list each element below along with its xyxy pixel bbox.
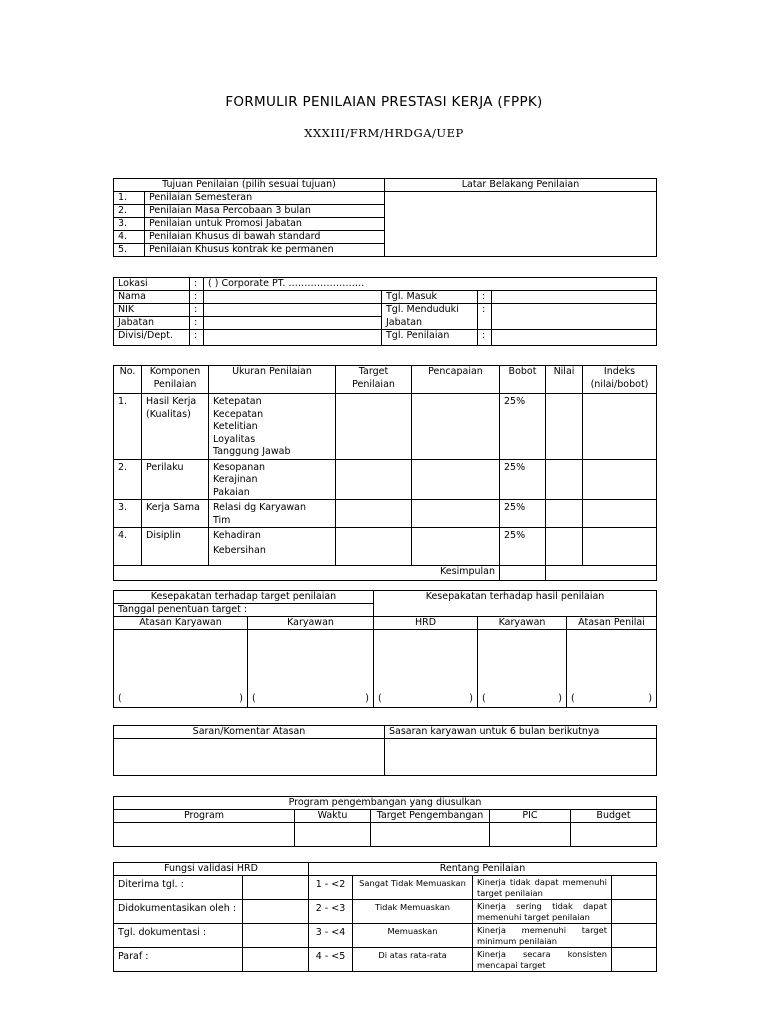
validation-field[interactable]	[243, 948, 309, 972]
col-pic: PIC	[490, 810, 571, 823]
signature-box[interactable]: ( )	[374, 630, 478, 708]
signature-box[interactable]: ( )	[114, 630, 248, 708]
target-field[interactable]	[336, 394, 412, 460]
pencapaian-field[interactable]	[412, 459, 500, 500]
divisi-field[interactable]	[204, 330, 382, 346]
purpose-item[interactable]: Penilaian untuk Promosi Jabatan	[145, 218, 385, 231]
range-header: Rentang Penilaian	[309, 863, 657, 876]
saran-header: Saran/Komentar Atasan	[114, 726, 385, 739]
colon: :	[190, 304, 204, 317]
purpose-item[interactable]: Penilaian Khusus di bawah standard	[145, 231, 385, 244]
row-komponen: Disiplin	[142, 528, 209, 566]
range-description: Kinerja sering tidak dapat memenuhi target penilaian	[473, 900, 612, 924]
range-description: Kinerja tidak dapat memenuhi target penilaian	[473, 876, 612, 900]
kesimpulan-bobot-field[interactable]	[500, 566, 546, 581]
header-bobot: Bobot	[500, 366, 546, 394]
range-description: Kinerja memenuhi target minimum penilaian	[473, 924, 612, 948]
validation-field[interactable]	[243, 900, 309, 924]
pic-field[interactable]	[490, 823, 571, 847]
table-row	[114, 394, 657, 460]
colon: :	[190, 317, 204, 330]
validation-field[interactable]	[243, 924, 309, 948]
jabatan-label: Jabatan	[114, 317, 190, 330]
purpose-item[interactable]: Penilaian Semesteran	[145, 192, 385, 205]
table-row	[114, 900, 657, 924]
background-field[interactable]	[385, 192, 657, 257]
purpose-no: 4.	[114, 231, 145, 244]
comments-table	[113, 725, 657, 776]
nilai-field[interactable]	[546, 459, 583, 500]
table-row	[114, 876, 657, 900]
colon: :	[478, 304, 492, 330]
colon: :	[478, 330, 492, 346]
divisi-label: Divisi/Dept.	[114, 330, 190, 346]
table-row	[114, 948, 657, 972]
validation-header: Fungsi validasi HRD	[114, 863, 309, 876]
tanggal-target-field[interactable]: Tanggal penentuan target :	[114, 604, 374, 617]
col-budget: Budget	[571, 810, 657, 823]
row-no: 2.	[114, 459, 142, 500]
indeks-field[interactable]	[583, 394, 657, 460]
validation-label: Diterima tgl. :	[114, 876, 243, 900]
tgl-masuk-label: Tgl. Masuk	[382, 291, 478, 304]
validation-label: Tgl. dokumentasi :	[114, 924, 243, 948]
lokasi-field[interactable]: ( ) Corporate PT. ……………………	[204, 278, 657, 291]
row-komponen: Kerja Sama	[142, 500, 209, 528]
header-komponen: Komponen Penilaian	[142, 366, 209, 394]
range-category: Memuaskan	[353, 924, 473, 948]
pencapaian-field[interactable]	[412, 394, 500, 460]
tgl-masuk-field[interactable]	[492, 291, 657, 304]
indeks-field[interactable]	[583, 459, 657, 500]
purpose-no: 2.	[114, 205, 145, 218]
table-row	[114, 924, 657, 948]
row-ukuran: Kehadiran Kebersihan	[209, 528, 336, 566]
header-pencapaian: Pencapaian	[412, 366, 500, 394]
range-check[interactable]	[612, 876, 657, 900]
range-category: Tidak Memuaskan	[353, 900, 473, 924]
row-ukuran: Relasi dg Karyawan Tim	[209, 500, 336, 528]
col-karyawan: Karyawan	[478, 617, 567, 630]
target-field[interactable]	[336, 528, 412, 566]
row-bobot: 25%	[500, 528, 546, 566]
target-field[interactable]	[336, 459, 412, 500]
row-bobot: 25%	[500, 394, 546, 460]
sasaran-header: Sasaran karyawan untuk 6 bulan berikutnya	[385, 726, 657, 739]
nilai-field[interactable]	[546, 394, 583, 460]
budget-field[interactable]	[571, 823, 657, 847]
tgl-penilaian-label: Tgl. Penilaian	[382, 330, 478, 346]
colon: :	[478, 291, 492, 304]
kesimpulan-field[interactable]	[546, 566, 657, 581]
colon: :	[190, 278, 204, 291]
table-row	[114, 459, 657, 500]
range-check[interactable]	[612, 948, 657, 972]
validation-label: Didokumentasikan oleh :	[114, 900, 243, 924]
header-ukuran: Ukuran Penilaian	[209, 366, 336, 394]
target-agreement-header: Kesepakatan terhadap target penilaian	[114, 591, 374, 604]
purpose-header: Tujuan Penilaian (pilih sesuai tujuan)	[114, 179, 385, 192]
jabatan-field[interactable]	[204, 317, 382, 330]
validation-label: Paraf :	[114, 948, 243, 972]
purpose-item[interactable]: Penilaian Khusus kontrak ke permanen	[145, 244, 385, 257]
col-hrd: HRD	[374, 617, 478, 630]
result-agreement-header: Kesepakatan terhadap hasil penilaian	[374, 591, 657, 617]
indeks-field[interactable]	[583, 528, 657, 566]
row-no: 4.	[114, 528, 142, 566]
assessment-table	[113, 365, 657, 581]
range-check[interactable]	[612, 924, 657, 948]
tgl-penilaian-field[interactable]	[492, 330, 657, 346]
tgl-menduduki-field[interactable]	[492, 304, 657, 330]
row-ukuran: Kesopanan Kerajinan Pakaian	[209, 459, 336, 500]
nama-field[interactable]	[204, 291, 382, 304]
range-category: Sangat Tidak Memuaskan	[353, 876, 473, 900]
header-no: No.	[114, 366, 142, 394]
header-indeks: Indeks (nilai/bobot)	[583, 366, 657, 394]
col-atasan-karyawan: Atasan Karyawan	[114, 617, 248, 630]
header-target: Target Penilaian	[336, 366, 412, 394]
col-target-pengembangan: Target Pengembangan	[371, 810, 490, 823]
program-table	[113, 796, 657, 847]
colon: :	[190, 291, 204, 304]
row-komponen: Perilaku	[142, 459, 209, 500]
validation-field[interactable]	[243, 876, 309, 900]
row-no: 3.	[114, 500, 142, 528]
purpose-no: 5.	[114, 244, 145, 257]
header-nilai: Nilai	[546, 366, 583, 394]
purpose-no: 1.	[114, 192, 145, 205]
signature-box[interactable]: ( )	[478, 630, 567, 708]
saran-field[interactable]	[114, 739, 385, 776]
pencapaian-field[interactable]	[412, 528, 500, 566]
nilai-field[interactable]	[546, 528, 583, 566]
form-code: XXXIII/FRM/HRDGA/UEP	[304, 126, 464, 140]
nilai-field[interactable]	[546, 500, 583, 528]
nama-label: Nama	[114, 291, 190, 304]
indeks-field[interactable]	[583, 500, 657, 528]
col-program: Program	[114, 810, 295, 823]
range-value: 3 - <4	[309, 924, 353, 948]
row-bobot: 25%	[500, 500, 546, 528]
range-check[interactable]	[612, 900, 657, 924]
program-title: Program pengembangan yang diusulkan	[114, 797, 657, 810]
range-value: 4 - <5	[309, 948, 353, 972]
background-header: Latar Belakang Penilaian	[385, 179, 657, 192]
purpose-item[interactable]: Penilaian Masa Percobaan 3 bulan	[145, 205, 385, 218]
form-title: FORMULIR PENILAIAN PRESTASI KERJA (FPPK)	[225, 94, 543, 110]
col-waktu: Waktu	[295, 810, 371, 823]
range-value: 1 - <2	[309, 876, 353, 900]
range-value: 2 - <3	[309, 900, 353, 924]
col-atasan-penilai: Atasan Penilai	[567, 617, 657, 630]
table-row	[114, 528, 657, 566]
signature-box[interactable]: ( )	[248, 630, 374, 708]
row-komponen: Hasil Kerja (Kualitas)	[142, 394, 209, 460]
agreement-table	[113, 590, 657, 708]
waktu-field[interactable]	[295, 823, 371, 847]
row-bobot: 25%	[500, 459, 546, 500]
row-ukuran: Ketepatan Kecepatan Ketelitian Loyalitas Tanggung Jawab	[209, 394, 336, 460]
lokasi-label: Lokasi	[114, 278, 190, 291]
program-field[interactable]	[114, 823, 295, 847]
nik-field[interactable]	[204, 304, 382, 317]
nik-label: NIK	[114, 304, 190, 317]
signature-box[interactable]: ( )	[567, 630, 657, 708]
target-field[interactable]	[336, 500, 412, 528]
pencapaian-field[interactable]	[412, 500, 500, 528]
col-karyawan: Karyawan	[248, 617, 374, 630]
range-category: Di atas rata-rata	[353, 948, 473, 972]
purpose-table	[113, 178, 657, 257]
target-pengembangan-field[interactable]	[371, 823, 490, 847]
sasaran-field[interactable]	[385, 739, 657, 776]
colon: :	[190, 330, 204, 346]
table-row	[114, 500, 657, 528]
kesimpulan-label: Kesimpulan	[114, 566, 500, 581]
range-description: Kinerja secara konsisten mencapai target	[473, 948, 612, 972]
purpose-no: 3.	[114, 218, 145, 231]
tgl-menduduki-label: Tgl. Menduduki Jabatan	[382, 304, 478, 330]
validation-table	[113, 862, 657, 972]
identity-table	[113, 277, 657, 346]
row-no: 1.	[114, 394, 142, 460]
